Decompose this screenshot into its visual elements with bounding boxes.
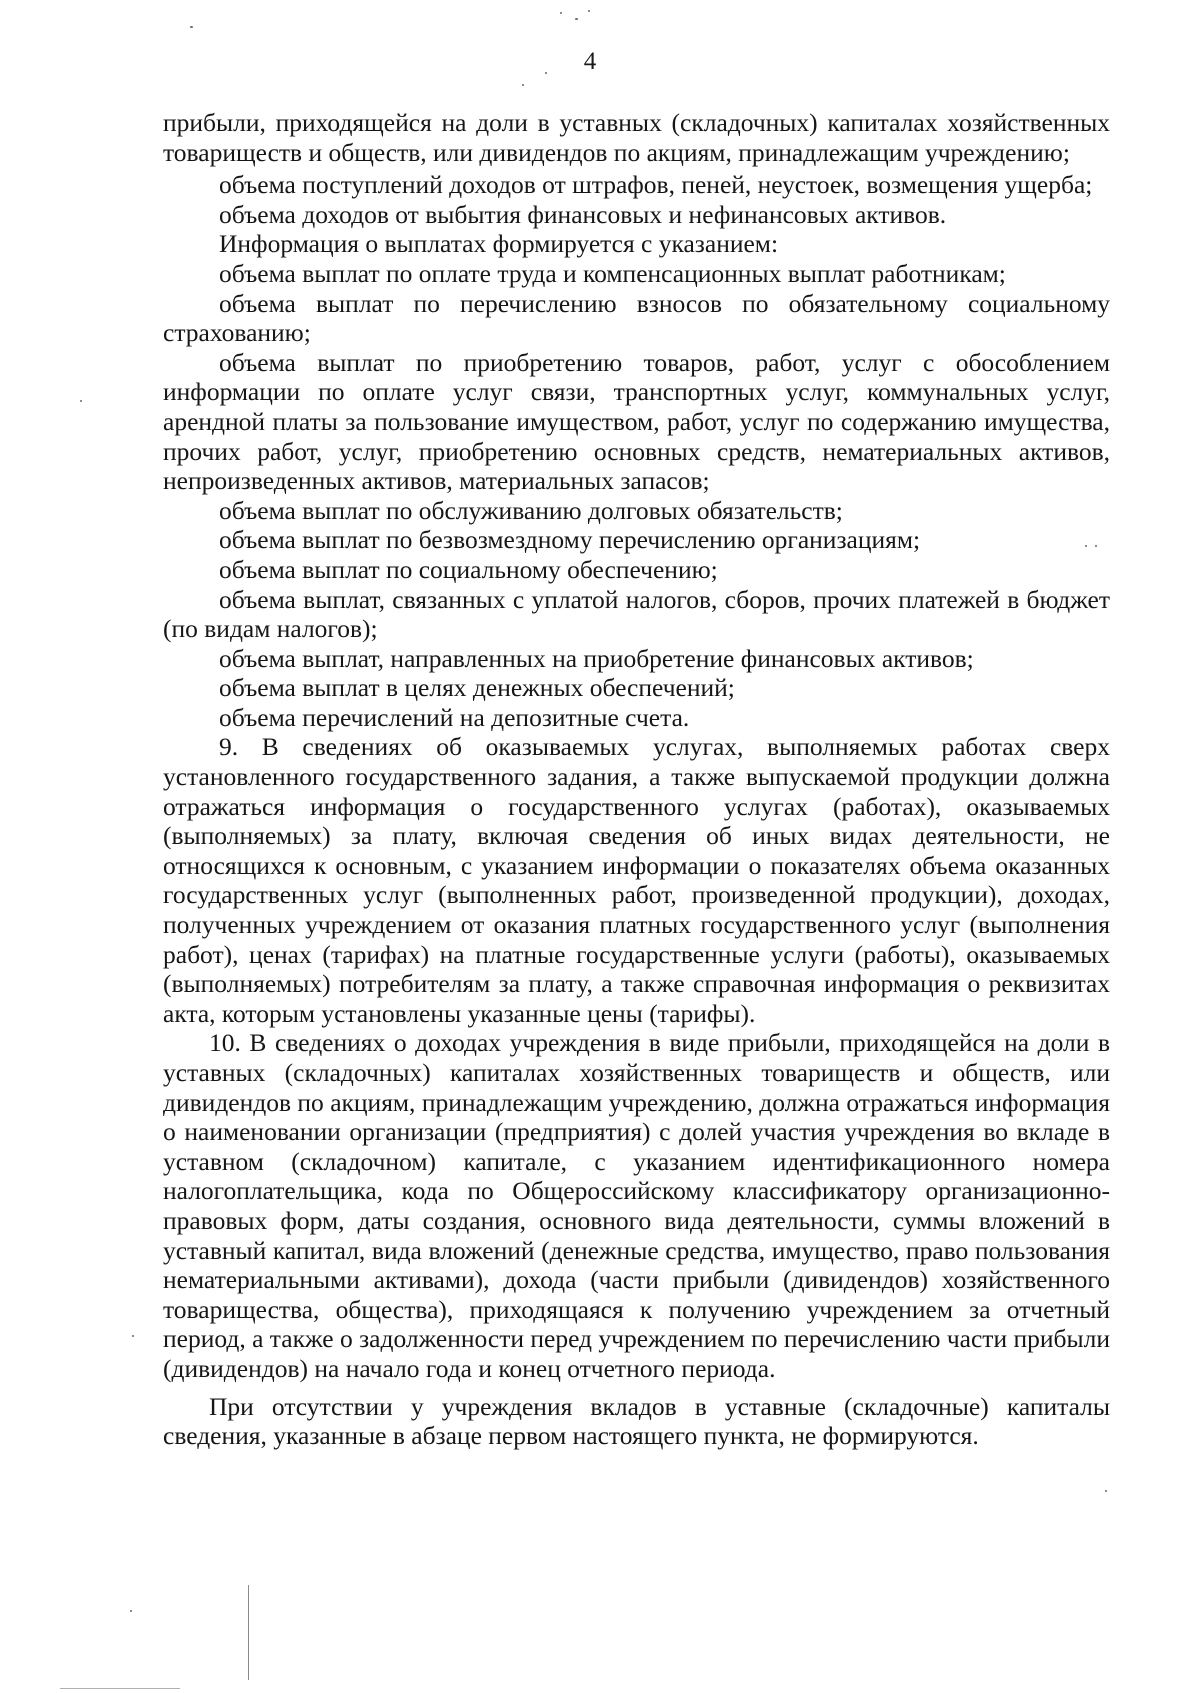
- scan-speck: [190, 26, 193, 28]
- document-body: [163, 108, 1110, 1451]
- scan-speck: [522, 84, 524, 86]
- paragraph: объема выплат по обслуживанию долговых обязательств;: [219, 495, 843, 525]
- paragraph: объема выплат по перечислению взносов по обязательному социальному страхованию;: [163, 288, 1110, 348]
- paragraph: При отсутствии у учреждения вкладов в уставные (складочные) капиталы сведения, указанные в абзаце первом настоящего пункта, не формируются.: [163, 1391, 1110, 1451]
- scan-speck: [130, 1610, 132, 1612]
- paragraph: объема поступлений доходов от штрафов, пеней, неустоек, возмещения ущерба;: [219, 170, 1093, 200]
- paragraph: объема доходов от выбытия финансовых и нефинансовых активов.: [219, 199, 947, 229]
- section-10-paragraph: 10. В сведениях о доходах учреждения в виде прибыли, приходящейся на доли в уставных (складочных) капиталах хозяйственных товариществ и обществ, или дивидендов по акциям, принадлежащим учреждению, должна отражаться информация о наименовании организации (предприятия) с долей участия учреждения во вкладе в уставном (складочном) капитале, с указанием идентификационного номера налогоплательщика, кода по Общероссийскому классификатору организационно-правовых форм, даты создания, основного вида деятельности, суммы вложений в уставный капитал, вида вложений (денежные средства, имущество, право пользования нематериальными активами), дохода (части прибыли (дивидендов) хозяйственного товарищества, общества), приходящаяся к получению учреждением за отчетный период, а также о задолженности перед учреждением по перечислению части прибыли (дивидендов) на начало года и конец отчетного периода.: [163, 1028, 1110, 1383]
- scan-speck: [1105, 1490, 1107, 1492]
- page-number: 4: [583, 48, 597, 75]
- scan-speck: [575, 18, 578, 20]
- paragraph: объема выплат, направленных на приобретение финансовых активов;: [219, 643, 974, 673]
- scan-speck: [80, 400, 82, 402]
- scan-speck: [132, 1335, 134, 1337]
- paragraph: объема перечислений на депозитные счета.: [219, 702, 690, 732]
- paragraph: объема выплат по оплате труда и компенсационных выплат работникам;: [219, 258, 1006, 288]
- scan-speck: [545, 72, 547, 74]
- paragraph: объема выплат в целях денежных обеспечений;: [219, 673, 735, 703]
- scan-edge-mark: [248, 1585, 249, 1680]
- paragraph: Информация о выплатах формируется с указанием:: [219, 229, 779, 259]
- scan-edge-mark: [60, 1688, 180, 1689]
- paragraph: объема выплат по безвозмездному перечислению организациям;: [219, 525, 921, 555]
- paragraph: прибыли, приходящейся на доли в уставных (складочных) капиталах хозяйственных товариществ и обществ, или дивидендов по акциям, принадлежащим учреждению;: [163, 108, 1110, 167]
- paragraph: объема выплат по приобретению товаров, работ, услуг с обособлением информации по оплате услуг связи, транспортных услуг, коммунальных услуг, арендной платы за пользование имуществом, работ, услуг по содержанию имущества, прочих работ, услуг, приобретению основных средств, нематериальных активов, непроизведенных активов, материальных запасов;: [163, 347, 1110, 496]
- paragraph: объема выплат, связанных с уплатой налогов, сборов, прочих платежей в бюджет (по видам налогов);: [163, 584, 1110, 644]
- paragraph: объема выплат по социальному обеспечению;: [219, 554, 718, 584]
- scan-speck: [560, 12, 562, 14]
- scan-speck: [588, 10, 590, 12]
- section-9-paragraph: 9. В сведениях об оказываемых услугах, выполняемых работах сверх установленного государственного задания, а также выпускаемой продукции должна отражаться информация о государственного услугах (работах), оказываемых (выполняемых) за плату, включая сведения об иных видах деятельности, не относящихся к основным, с указанием информации о показателях объема оказанных государственных услуг (выполненных работ, произведенной продукции), доходах, полученных учреждением от оказания платных государственного услуг (выполнения работ), ценах (тарифах) на платные государственные услуги (работы), оказываемых (выполняемых) потребителям за плату, а также справочная информация о реквизитах акта, которым установлены указанные цены (тарифы).: [163, 732, 1110, 1028]
